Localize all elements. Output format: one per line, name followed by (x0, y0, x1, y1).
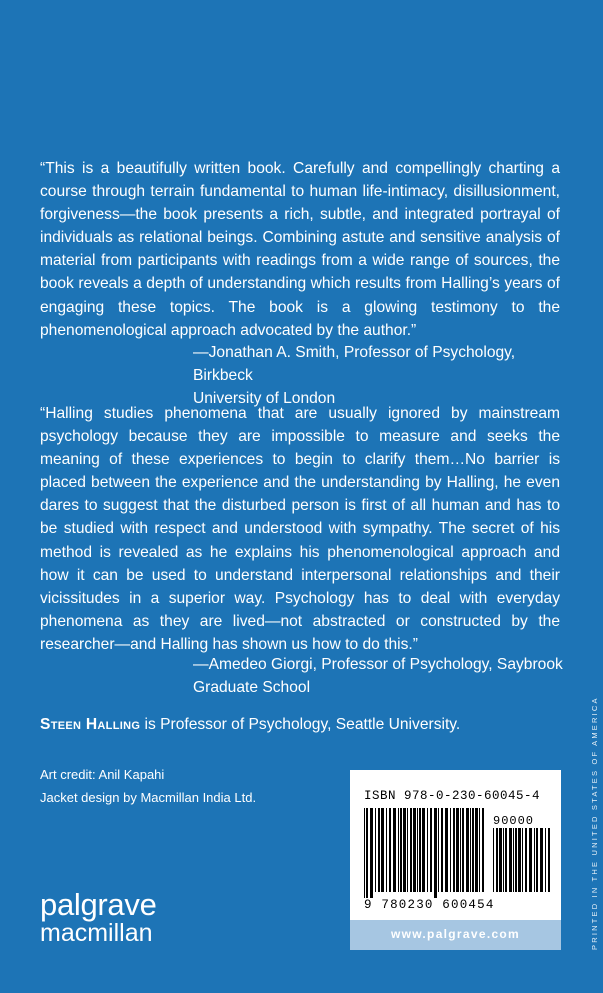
jacket-credit: Jacket design by Macmillan India Ltd. (40, 790, 257, 805)
barcode-bar (509, 828, 512, 892)
barcode-bar (441, 808, 443, 892)
barcode-bar (389, 808, 391, 892)
barcode-bar (503, 828, 504, 892)
barcode-bar (475, 808, 478, 892)
barcode-bar (400, 808, 402, 892)
barcode-bar (398, 808, 399, 892)
barcode-bar (381, 808, 384, 892)
author-bio (40, 713, 570, 736)
barcode-bar (403, 808, 406, 892)
barcode-bar (479, 808, 480, 892)
barcode-bar (496, 828, 498, 892)
barcode-bar (453, 808, 455, 892)
barcode-bar (417, 808, 418, 892)
barcode-box (350, 770, 561, 950)
isbn-text: ISBN 978-0-230-60045-4 (364, 789, 541, 803)
barcode-bar (536, 828, 538, 892)
art-credit: Art credit: Anil Kapahi (40, 767, 165, 782)
attribution-smith-line2: University of London (193, 390, 336, 407)
barcode-bar (493, 828, 494, 892)
barcode-bar (456, 808, 459, 892)
attribution-smith-line1: —Jonathan A. Smith, Professor of Psychology, Birkbeck (193, 344, 516, 384)
logo-line-macmillan: macmillan (40, 919, 153, 947)
barcode-bar (422, 808, 425, 892)
barcode-bar (548, 828, 550, 892)
barcode-bar (407, 808, 408, 892)
logo-line-palgrave: palgrave (40, 887, 157, 922)
barcode-bar (505, 828, 507, 892)
barcode-bar (499, 828, 502, 892)
barcode-bar (370, 808, 373, 898)
printed-in-usa: PRINTED IN THE UNITED STATES OF AMERICA (590, 696, 599, 950)
quote-smith: “This is a beautifully written book. Carefully and compellingly charting a course through terrain fundamental to human life-intimacy, disillusionment, forgiveness—the book presents a rich, subtle, and integrated portrayal of individuals as relational beings. Combining astute and sensitive analysis of material from participants with readings from a wide range of sources, the book reveals a depth of understanding which results from Halling’s years of engaging these topics. The book is a glowing testimony to the phenomenological approach advocated by the author.” (40, 160, 560, 339)
addon-barcode (493, 828, 551, 898)
price-code: 90000 (493, 814, 535, 828)
barcode-bar (470, 808, 471, 892)
barcode-bar (515, 828, 517, 892)
barcode-bar (482, 808, 484, 892)
barcode-bar (393, 808, 396, 892)
barcode-bar (529, 828, 532, 892)
barcode-bar (375, 808, 376, 892)
attribution-giorgi-line1: —Amedeo Giorgi, Professor of Psychology, Saybrook (193, 656, 563, 673)
barcode-bar (413, 808, 416, 892)
barcode-bar (364, 808, 365, 898)
barcode-bar (462, 808, 464, 892)
barcode-bar (540, 828, 543, 892)
barcode-bar (438, 808, 439, 892)
author-name: Steen Halling (40, 716, 141, 733)
website-text: www.palgrave.com (390, 927, 521, 941)
quote-giorgi: “Halling studies phenomena that are usually ignored by mainstream psychology because they are impossible to measure and seeks the meaning of these experiences to begin to clarify them…No barrier is placed between the experience and the understanding by Halling, he even dares to suggest that the disturbed person is first of all human and has to be studied with respect and understood with sympathy. The secret of his method is revealed as he explains his phenomenological approach and how it can be used to understand interpersonal relationships and their vicissitudes in a superior way. Psychology has to deal with everyday phenomena as they are lived—not abstracted or constructed by the researcher—and Halling has shown us how to do this.” (40, 405, 560, 653)
attribution-giorgi (193, 653, 573, 699)
barcode-bar (518, 828, 521, 892)
ean-digits: 9 780230 600454 (364, 898, 495, 912)
barcode-bar (430, 808, 432, 892)
barcode-bar (466, 808, 469, 892)
barcode-bar (378, 808, 380, 892)
credits (40, 763, 340, 809)
publisher-logo (40, 889, 157, 947)
attribution-giorgi-line2: Graduate School (193, 679, 311, 696)
barcode-bar (460, 808, 461, 892)
barcode-bar (522, 828, 523, 892)
barcode-bar (386, 808, 387, 892)
barcode-bar (525, 828, 527, 892)
barcode-bar (472, 808, 474, 892)
author-bio-text: is Professor of Psychology, Seattle University. (140, 716, 461, 733)
barcode-bar (513, 828, 514, 892)
barcode-bar (545, 828, 546, 892)
barcode-bar (366, 808, 368, 898)
barcode-bar (450, 808, 451, 892)
barcode-bar (434, 808, 437, 898)
barcode-bar (419, 808, 421, 892)
barcode-bar (534, 828, 535, 892)
ean-barcode (364, 808, 488, 898)
attribution-smith (193, 341, 573, 410)
barcode-bar (445, 808, 448, 892)
barcode-bar (410, 808, 412, 892)
barcode-bar (427, 808, 428, 892)
